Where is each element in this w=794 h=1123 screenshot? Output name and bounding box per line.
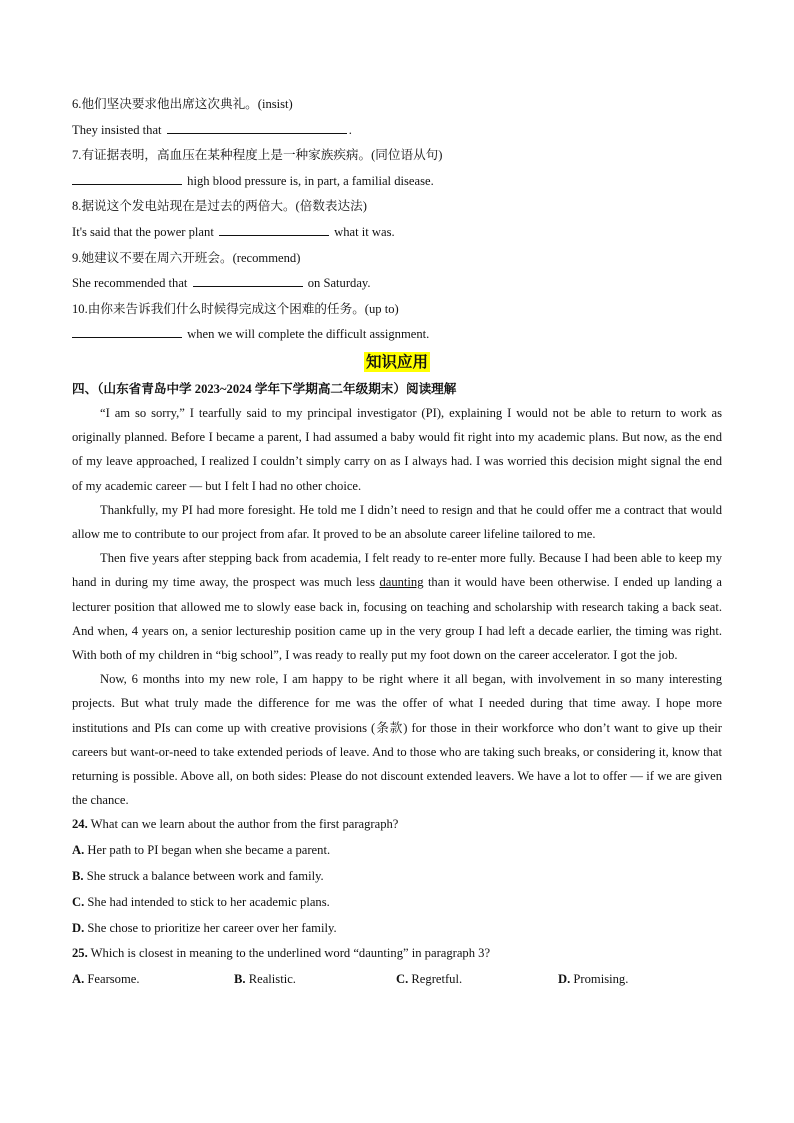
options-row bbox=[72, 967, 722, 991]
question-number: 24. bbox=[72, 817, 88, 832]
option-text: Promising. bbox=[573, 972, 629, 987]
option-text: Regretful. bbox=[411, 972, 463, 987]
answer-text-after: what it was. bbox=[334, 224, 395, 239]
answer-blank[interactable] bbox=[219, 221, 329, 236]
translation-prompt-8: 8.据说这个发电站现在是过去的两倍大。(倍数表达法) bbox=[72, 199, 367, 214]
passage-paragraph-2: Thankfully, my PI had more foresight. He told me I didn’t need to resign and that he could offer me a contract that would allow me to contribute to our project from afar. It proved to be an absolute career lifeline tailored to me. bbox=[72, 502, 722, 541]
option-letter: C. bbox=[72, 894, 85, 909]
question-number: 25. bbox=[72, 946, 88, 961]
answer-text-after: on Saturday. bbox=[307, 276, 371, 291]
document-page bbox=[72, 92, 722, 991]
translation-answer-10 bbox=[72, 322, 722, 348]
option-d[interactable] bbox=[558, 967, 720, 991]
question-25 bbox=[72, 941, 722, 991]
answer-text-before: They insisted that bbox=[72, 122, 162, 137]
option-c[interactable] bbox=[396, 967, 558, 991]
translation-answer-8 bbox=[72, 220, 722, 246]
translation-answer-7 bbox=[72, 169, 722, 195]
passage-paragraph-3 bbox=[72, 546, 722, 667]
option-letter: A. bbox=[72, 972, 85, 987]
answer-text-before: She recommended that bbox=[72, 276, 188, 291]
option-c[interactable] bbox=[72, 890, 722, 916]
option-letter: D. bbox=[72, 920, 85, 935]
option-d[interactable] bbox=[72, 916, 722, 942]
option-letter: B. bbox=[234, 972, 246, 987]
option-a[interactable] bbox=[72, 838, 722, 864]
question-stem bbox=[72, 941, 722, 967]
answer-text-after: when we will complete the difficult assignment. bbox=[187, 327, 430, 342]
answer-blank[interactable] bbox=[167, 119, 347, 134]
translation-prompt-10: 10.由你来告诉我们什么时候得完成这个困难的任务。(up to) bbox=[72, 301, 399, 316]
paragraph-3-part-1: Then five years after stepping back from academia, I felt ready to re-enter more fully. Because I had been able to keep my hand in during my time away, the prospect was much less bbox=[72, 551, 722, 590]
section-title: 知识应用 bbox=[365, 352, 428, 371]
answer-blank[interactable] bbox=[72, 323, 182, 338]
translation-section bbox=[72, 92, 722, 348]
question-text: Which is closest in meaning to the underlined word “daunting” in paragraph 3? bbox=[90, 946, 491, 961]
option-b[interactable] bbox=[234, 967, 396, 991]
option-text: She had intended to stick to her academic plans. bbox=[87, 894, 330, 909]
option-text: She chose to prioritize her career over her family. bbox=[87, 920, 337, 935]
reading-passage bbox=[72, 401, 722, 812]
question-stem bbox=[72, 812, 722, 838]
option-b[interactable] bbox=[72, 864, 722, 890]
option-letter: B. bbox=[72, 868, 84, 883]
passage-paragraph-1: “I am so sorry,” I tearfully said to my principal investigator (PI), explaining I would not be able to return to work as originally planned. Before I became a parent, I had assumed a baby would fit right into my academic plans. But now, as the end of my leave approached, I realized I couldn’t simply carry on as I always had. I was worried this decision might signal the end of my academic career — but I felt I had no other choice. bbox=[72, 405, 722, 493]
translation-prompt-6: 6.他们坚决要求他出席这次典礼。(insist) bbox=[72, 97, 293, 111]
option-text: Her path to PI began when she became a parent. bbox=[87, 843, 331, 858]
translation-answer-9 bbox=[72, 271, 722, 297]
reading-heading: 四、（山东省青岛中学 2023~2024 学年下学期高二年级期末）阅读理解 bbox=[72, 381, 457, 396]
answer-blank[interactable] bbox=[193, 272, 303, 287]
option-letter: C. bbox=[396, 972, 409, 987]
answer-text-after: high blood pressure is, in part, a familial disease. bbox=[187, 173, 434, 188]
option-text: Fearsome. bbox=[87, 972, 140, 987]
underlined-word: daunting bbox=[379, 575, 424, 590]
question-24 bbox=[72, 812, 722, 941]
option-text: Realistic. bbox=[248, 972, 296, 987]
translation-prompt-7: 7.有证据表明，高血压在某种程度上是一种家族疾病。(同位语从句) bbox=[72, 148, 443, 163]
option-text: She struck a balance between work and family. bbox=[86, 868, 324, 883]
option-letter: D. bbox=[558, 972, 571, 987]
option-a[interactable] bbox=[72, 967, 234, 991]
translation-prompt-9: 9.她建议不要在周六开班会。(recommend) bbox=[72, 250, 301, 265]
question-text: What can we learn about the author from the first paragraph? bbox=[90, 817, 399, 832]
translation-answer-6 bbox=[72, 118, 722, 144]
answer-text-after: . bbox=[348, 122, 352, 137]
answer-blank[interactable] bbox=[72, 170, 182, 185]
option-letter: A. bbox=[72, 843, 85, 858]
passage-paragraph-4: Now, 6 months into my new role, I am happy to be right where it all began, with involvement in so many interesting projects. But what truly made the difference for me was the offer of what I needed during that time away. I hope more institutions and PIs can come up with creative provisions (条款) for those in their workforce who don’t want to give up their careers but want-or-need to take extended periods of leave. And to those who are taking such breaks, or considering it, know that returning is possible. Above all, on both sides: Please do not discount extended leavers. We have a lot to offer — if we are given the chance. bbox=[72, 672, 722, 808]
answer-text-before: It's said that the power plant bbox=[72, 224, 214, 239]
paragraph-3-part-2: than it would have been otherwise. I ended up landing a lecturer position that allowed me to slowly ease back in, focusing on teaching and scholarship with research taking a back seat. And when, 4 years on, a senior lectureship position came up in the very group I had left a decade earlier, the timing was right. With both of my children in “big school”, I was ready to really put my foot down on the career accelerator. I got the job. bbox=[72, 575, 722, 662]
